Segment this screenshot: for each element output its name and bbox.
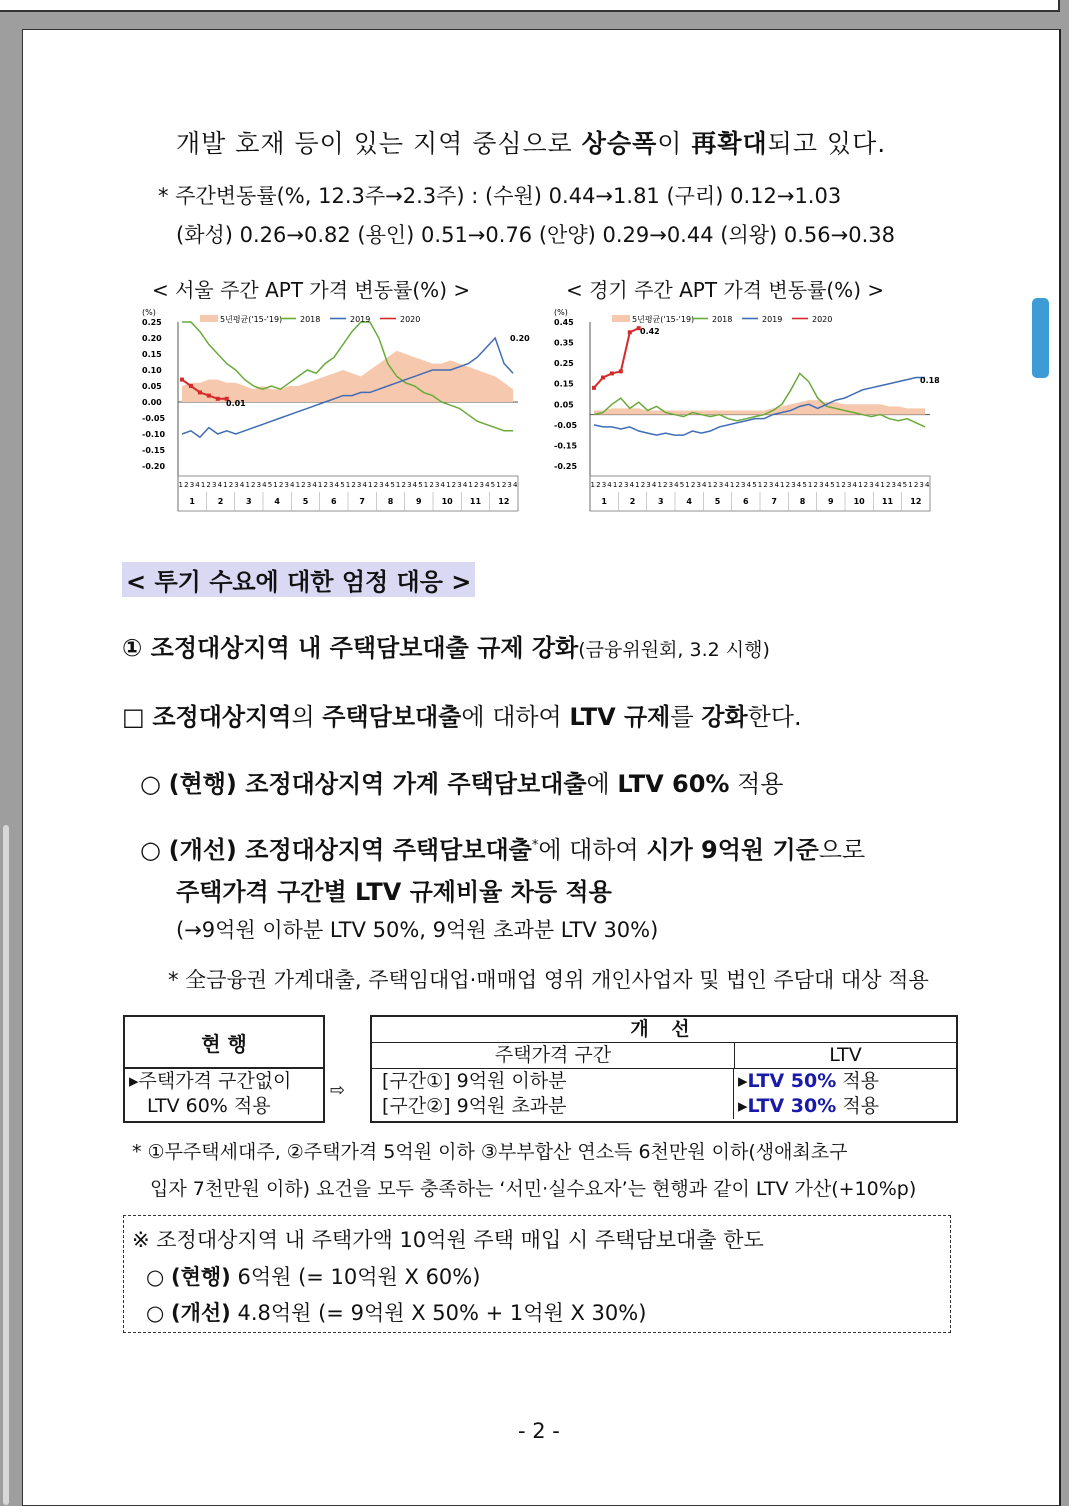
week-tick-label: 4 (512, 481, 518, 489)
seoul-chart-title: < 서울 주간 APT 가격 변동률(%) > (152, 278, 471, 302)
bullet1 (122, 697, 802, 732)
legend-swatch (200, 315, 218, 322)
triangle-bullet-icon: ▸ (738, 1095, 748, 1117)
current-text: 에 (586, 770, 618, 798)
week-tick-label: 1 (729, 481, 735, 489)
intro-note-1: * 주간변동률(%, 12.3주→2.3주) : (수원) 0.44→1.81 (구리) 0.12→1.03 (158, 184, 842, 208)
gyeonggi-chart-title: < 경기 주간 APT 가격 변동률(%) > (566, 278, 885, 302)
week-tick-label: 3 (601, 481, 607, 489)
improved-rule (140, 830, 865, 865)
y-tick-label: -0.15 (142, 446, 166, 455)
week-tick-label: 1 (707, 481, 713, 489)
week-tick-label: 2 (429, 481, 434, 489)
y-tick-label: 0.15 (554, 379, 574, 389)
week-tick-label: 1 (685, 481, 690, 489)
month-tick-label: 4 (274, 497, 280, 506)
week-tick-label: 1 (858, 481, 863, 489)
legend-label: 2020 (400, 315, 421, 324)
note-value: 4.8억원 (= 9억원 X 50% + 1억원 X 30%) (230, 1301, 647, 1325)
section-title: < 투기 수요에 대한 엄정 대응 > (122, 562, 475, 597)
week-tick-label: 3 (407, 481, 412, 489)
month-tick-label: 6 (331, 497, 337, 506)
week-tick-label: 3 (189, 481, 195, 489)
note-label: (현행) (171, 1265, 231, 1289)
month-tick-label: 10 (853, 497, 865, 506)
month-tick-label: 1 (601, 497, 607, 506)
bullet1-text: 를 (670, 703, 702, 731)
week-tick-label: 4 (312, 481, 317, 489)
improved-text: 에 대하여 (538, 836, 647, 864)
week-tick-label: 4 (462, 481, 468, 489)
week-tick-label: 1 (245, 481, 250, 489)
circle-bullet-icon: ○ (140, 770, 161, 798)
week-tick-label: 1 (446, 481, 451, 489)
y-tick-label: -0.05 (142, 414, 166, 423)
week-tick-label: 4 (796, 481, 802, 489)
week-tick-label: 3 (819, 481, 824, 489)
week-tick-label: 2 (351, 481, 356, 489)
gyeonggi-chart (552, 306, 940, 516)
series-line-2020 (594, 328, 639, 388)
week-tick-label: 3 (479, 481, 485, 489)
week-tick-label: 5 (340, 481, 345, 489)
table-cell (734, 1094, 956, 1119)
month-tick-label: 12 (498, 497, 510, 506)
week-tick-label: 2 (596, 481, 601, 489)
y-tick-label: 0.25 (554, 359, 574, 369)
week-tick-label: 2 (278, 481, 284, 489)
week-tick-label: 1 (368, 481, 373, 489)
week-tick-label: 3 (791, 481, 796, 489)
month-tick-label: 3 (658, 497, 664, 506)
week-tick-label: 3 (718, 481, 724, 489)
y-tick-label: -0.05 (554, 420, 578, 430)
circle-bullet-icon: ○ (146, 1301, 165, 1325)
week-tick-label: 2 (885, 481, 891, 489)
week-tick-label: 2 (785, 481, 791, 489)
legend-label: 2020 (812, 315, 833, 324)
circle-bullet-icon: ○ (146, 1265, 165, 1289)
improved-text: (개선) 조정대상지역 주택담보대출 (168, 836, 532, 864)
month-tick-label: 5 (714, 497, 721, 506)
column-header: LTV (829, 1044, 862, 1066)
month-tick-label: 9 (828, 497, 834, 506)
series-point-2020 (592, 386, 596, 390)
week-tick-label: 2 (713, 481, 718, 489)
current-rule (140, 764, 783, 799)
week-tick-label: 3 (919, 481, 924, 489)
week-tick-label: 4 (852, 481, 857, 489)
data-label: 0.20 (510, 334, 530, 343)
week-tick-label: 1 (780, 481, 785, 489)
series-point-2020 (216, 397, 220, 401)
week-tick-label: 1 (223, 481, 228, 489)
series-point-2020 (628, 330, 632, 334)
data-label: 0.18 (920, 376, 940, 385)
week-tick-label: 1 (590, 481, 596, 489)
note-line3 (146, 1297, 646, 1327)
week-tick-label: 1 (295, 481, 301, 489)
intro-line (176, 124, 886, 160)
week-tick-label: 2 (401, 481, 406, 489)
improved-header: 개 선 (372, 1017, 956, 1043)
week-tick-label: 4 (724, 481, 729, 489)
series-point-2020 (180, 378, 184, 382)
month-tick-label: 2 (217, 497, 224, 506)
week-tick-label: 4 (290, 481, 295, 489)
improved-text: 시가 9억원 기준 (646, 836, 819, 864)
week-tick-label: 2 (813, 481, 818, 489)
week-tick-label: 3 (891, 481, 897, 489)
week-tick-label: 3 (768, 481, 774, 489)
week-tick-label: 3 (234, 481, 239, 489)
week-tick-label: 4 (384, 481, 390, 489)
week-tick-label: 4 (746, 481, 752, 489)
week-tick-label: 1 (200, 481, 206, 489)
table-cell: [구간②] 9억원 초과분 (372, 1094, 734, 1119)
week-tick-label: 5 (267, 481, 273, 489)
week-tick-label: 3 (379, 481, 384, 489)
week-tick-label: 5 (902, 481, 908, 489)
current-text: (현행) 조정대상지역 가계 주택담보대출 (168, 770, 587, 798)
week-tick-label: 2 (863, 481, 869, 489)
bullet1-text: 강화 (701, 703, 748, 731)
item1-title: ① 조정대상지역 내 주택담보대출 규제 강화 (122, 634, 579, 662)
triangle-bullet-icon: ▸ (738, 1070, 748, 1092)
table-cell: [구간①] 9억원 이하분 (372, 1069, 734, 1094)
bullet1-text: 조정대상지역 (152, 703, 292, 731)
week-tick-label: 2 (663, 481, 668, 489)
y-tick-label: -0.25 (554, 462, 578, 471)
series-point-2020 (601, 376, 605, 380)
month-tick-label: 8 (799, 497, 806, 506)
bullet1-text: LTV 규제 (569, 703, 671, 731)
bullet1-text: 주택담보대출 (322, 703, 462, 731)
week-tick-label: 3 (356, 481, 362, 489)
table-row (372, 1094, 956, 1119)
week-tick-label: 1 (908, 481, 913, 489)
improved-footnote: * 全금융권 가계대출, 주택임대업·매매업 영위 개인사업자 및 법인 주담대 대상 적용 (168, 968, 929, 992)
note-line1: ※ 조정대상지역 내 주택가액 10억원 주택 매입 시 주택담보대출 한도 (132, 1228, 764, 1252)
week-tick-label: 4 (774, 481, 779, 489)
month-tick-label: 3 (246, 497, 252, 506)
week-tick-label: 4 (262, 481, 267, 489)
improved-columns (372, 1043, 956, 1069)
ltv-suffix: 적용 (836, 1070, 880, 1092)
improved-text: 으로 (818, 836, 866, 864)
week-tick-label: 3 (623, 481, 629, 489)
week-tick-label: 4 (412, 481, 418, 489)
week-tick-label: 2 (640, 481, 646, 489)
month-tick-label: 4 (686, 497, 692, 506)
week-tick-label: 3 (256, 481, 262, 489)
week-tick-label: 2 (228, 481, 234, 489)
intro-bold: 再확대 (691, 129, 768, 158)
week-tick-label: 1 (317, 481, 323, 489)
week-tick-label: 2 (373, 481, 379, 489)
week-tick-label: 3 (457, 481, 462, 489)
previous-page-edge (0, 0, 1060, 12)
week-tick-label: 3 (284, 481, 289, 489)
week-tick-label: 2 (451, 481, 457, 489)
week-tick-label: 2 (501, 481, 507, 489)
week-tick-label: 4 (195, 481, 200, 489)
footnote2-line2: 입자 7천만원 이하) 요건을 모두 충족하는 ‘서민·실수요자’는 현행과 같이 LTV 가산(+10%p) (150, 1178, 917, 1200)
week-tick-label: 2 (763, 481, 768, 489)
note-line2 (146, 1261, 480, 1291)
week-tick-label: 3 (741, 481, 746, 489)
week-tick-label: 5 (679, 481, 685, 489)
bullet1-text: 의 (291, 703, 323, 731)
month-tick-label: 8 (387, 497, 394, 506)
ltv-value: LTV 50% (747, 1070, 837, 1092)
week-tick-label: 4 (924, 481, 930, 489)
improved-box (370, 1015, 958, 1123)
left-scroll-indicator (3, 825, 9, 1505)
week-tick-label: 4 (239, 481, 245, 489)
month-tick-label: 11 (881, 497, 894, 506)
week-tick-label: 2 (735, 481, 740, 489)
week-tick-label: 4 (485, 481, 490, 489)
y-axis-unit: (%) (142, 308, 156, 317)
week-tick-label: 3 (434, 481, 440, 489)
week-tick-label: 3 (507, 481, 512, 489)
week-tick-label: 1 (657, 481, 662, 489)
note-label: (개선) (171, 1301, 231, 1325)
footnote2-line1: * ①무주택세대주, ②주택가격 5억원 이하 ③부부합산 연소득 6천만원 이하(생애최초구 (132, 1141, 848, 1163)
week-tick-label: 3 (696, 481, 701, 489)
item1-source: (금융위원회, 3.2 시행) (578, 639, 770, 661)
legend-label: 2018 (300, 315, 321, 324)
week-tick-label: 5 (490, 481, 496, 489)
footnote-mark: * (531, 838, 539, 853)
bullet1-text: 한다. (747, 703, 802, 731)
week-tick-label: 2 (841, 481, 846, 489)
page-number: - 2 - (518, 1419, 560, 1443)
week-tick-label: 4 (607, 481, 612, 489)
week-tick-label: 1 (468, 481, 473, 489)
week-tick-label: 1 (807, 481, 813, 489)
table-row (372, 1069, 956, 1094)
series-point-2020 (198, 390, 202, 394)
week-tick-label: 1 (423, 481, 429, 489)
data-label: 0.01 (226, 399, 246, 408)
week-tick-label: 2 (323, 481, 328, 489)
series-point-2020 (189, 384, 193, 388)
series-point-2020 (619, 369, 623, 373)
legend-label: 2019 (350, 315, 371, 324)
week-tick-label: 2 (473, 481, 479, 489)
week-tick-label: 4 (629, 481, 635, 489)
y-tick-label: 0.05 (554, 400, 574, 410)
week-tick-label: 4 (702, 481, 707, 489)
intro-note-2: (화성) 0.26→0.82 (용인) 0.51→0.76 (안양) 0.29→0.44 (의왕) 0.56→0.38 (176, 223, 896, 247)
series-point-2020 (610, 371, 614, 375)
week-tick-label: 4 (217, 481, 223, 489)
month-tick-label: 1 (189, 497, 195, 506)
week-tick-label: 2 (618, 481, 623, 489)
bullet1-text: 에 대하여 (461, 703, 570, 731)
intro-text: 이 (657, 129, 692, 158)
week-tick-label: 1 (835, 481, 841, 489)
vertical-scrollbar-thumb[interactable] (1032, 298, 1049, 378)
week-tick-label: 1 (178, 481, 184, 489)
month-tick-label: 9 (416, 497, 422, 506)
y-tick-label: 0.25 (142, 318, 162, 327)
current-row: LTV 60% 적용 (147, 1095, 271, 1117)
y-tick-label: -0.15 (554, 441, 578, 451)
arrow-right-icon: ⇨ (330, 1080, 346, 1101)
y-tick-label: 0.45 (554, 318, 574, 327)
improved-line2: 주택가격 구간별 LTV 규제비율 차등 적용 (176, 878, 612, 906)
series-point-2020 (207, 394, 211, 398)
series-area-average (182, 351, 513, 402)
legend-label: 5년평균('15-'19) (632, 315, 695, 324)
week-tick-label: 1 (496, 481, 501, 489)
current-text: 적용 (729, 770, 784, 798)
week-tick-label: 3 (869, 481, 874, 489)
week-tick-label: 1 (757, 481, 763, 489)
current-row: ▸주택가격 구간없이 (129, 1070, 292, 1092)
week-tick-label: 1 (635, 481, 640, 489)
y-tick-label: -0.10 (142, 430, 166, 439)
month-tick-label: 11 (469, 497, 482, 506)
month-tick-label: 12 (910, 497, 922, 506)
y-tick-label: 0.15 (142, 350, 162, 359)
current-text: LTV 60% (617, 770, 730, 798)
month-tick-label: 7 (359, 497, 365, 506)
week-tick-label: 3 (329, 481, 334, 489)
legend-swatch (612, 315, 630, 322)
week-tick-label: 5 (830, 481, 835, 489)
week-tick-label: 1 (395, 481, 401, 489)
week-tick-label: 4 (651, 481, 657, 489)
week-tick-label: 5 (802, 481, 807, 489)
week-tick-label: 4 (897, 481, 902, 489)
circle-bullet-icon: ○ (140, 836, 161, 864)
item1-heading (122, 628, 770, 663)
y-tick-label: 0.00 (142, 398, 162, 407)
week-tick-label: 3 (846, 481, 852, 489)
week-tick-label: 4 (824, 481, 830, 489)
improved-line3: (→9억원 이하분 LTV 50%, 9억원 초과분 LTV 30%) (176, 918, 659, 942)
note-value: 6억원 (= 10억원 X 60%) (230, 1265, 481, 1289)
y-tick-label: 0.20 (142, 334, 162, 343)
month-tick-label: 10 (441, 497, 453, 506)
week-tick-label: 5 (390, 481, 395, 489)
month-tick-label: 2 (629, 497, 636, 506)
week-tick-label: 4 (362, 481, 367, 489)
week-tick-label: 2 (251, 481, 256, 489)
week-tick-label: 1 (345, 481, 351, 489)
y-tick-label: 0.35 (554, 338, 574, 348)
column-header: 주택가격 구간 (372, 1043, 735, 1068)
week-tick-label: 2 (913, 481, 919, 489)
seoul-chart (140, 306, 530, 516)
week-tick-label: 4 (674, 481, 679, 489)
ltv-suffix: 적용 (836, 1095, 880, 1117)
legend-label: 2019 (762, 315, 783, 324)
data-label: 0.42 (640, 327, 660, 336)
current-box (123, 1015, 325, 1123)
week-tick-label: 2 (184, 481, 189, 489)
week-tick-label: 3 (668, 481, 674, 489)
week-tick-label: 5 (752, 481, 757, 489)
week-tick-label: 5 (418, 481, 423, 489)
week-tick-label: 2 (206, 481, 211, 489)
legend-label: 5년평균('15-'19) (220, 315, 283, 324)
square-bullet-icon: □ (122, 703, 145, 731)
week-tick-label: 3 (306, 481, 312, 489)
legend-label: 2018 (712, 315, 733, 324)
week-tick-label: 2 (690, 481, 696, 489)
month-tick-label: 6 (743, 497, 749, 506)
current-header: 현 행 (125, 1017, 323, 1069)
week-tick-label: 2 (301, 481, 306, 489)
month-tick-label: 7 (771, 497, 777, 506)
table-cell (734, 1069, 956, 1094)
week-tick-label: 1 (612, 481, 618, 489)
y-tick-label: -0.20 (142, 462, 166, 471)
intro-bold: 상승폭 (581, 129, 658, 158)
week-tick-label: 4 (874, 481, 880, 489)
week-tick-label: 1 (273, 481, 278, 489)
intro-text: 되고 있다. (767, 129, 887, 158)
y-axis-unit: (%) (554, 308, 568, 317)
intro-text: 개발 호재 등이 있는 지역 중심으로 (176, 129, 582, 158)
month-tick-label: 5 (302, 497, 309, 506)
y-tick-label: 0.05 (142, 382, 162, 391)
week-tick-label: 3 (646, 481, 651, 489)
ltv-value: LTV 30% (747, 1095, 837, 1117)
example-note-box (123, 1215, 951, 1333)
y-tick-label: 0.10 (142, 366, 162, 375)
week-tick-label: 4 (440, 481, 445, 489)
week-tick-label: 4 (334, 481, 340, 489)
week-tick-label: 3 (211, 481, 217, 489)
week-tick-label: 1 (880, 481, 885, 489)
